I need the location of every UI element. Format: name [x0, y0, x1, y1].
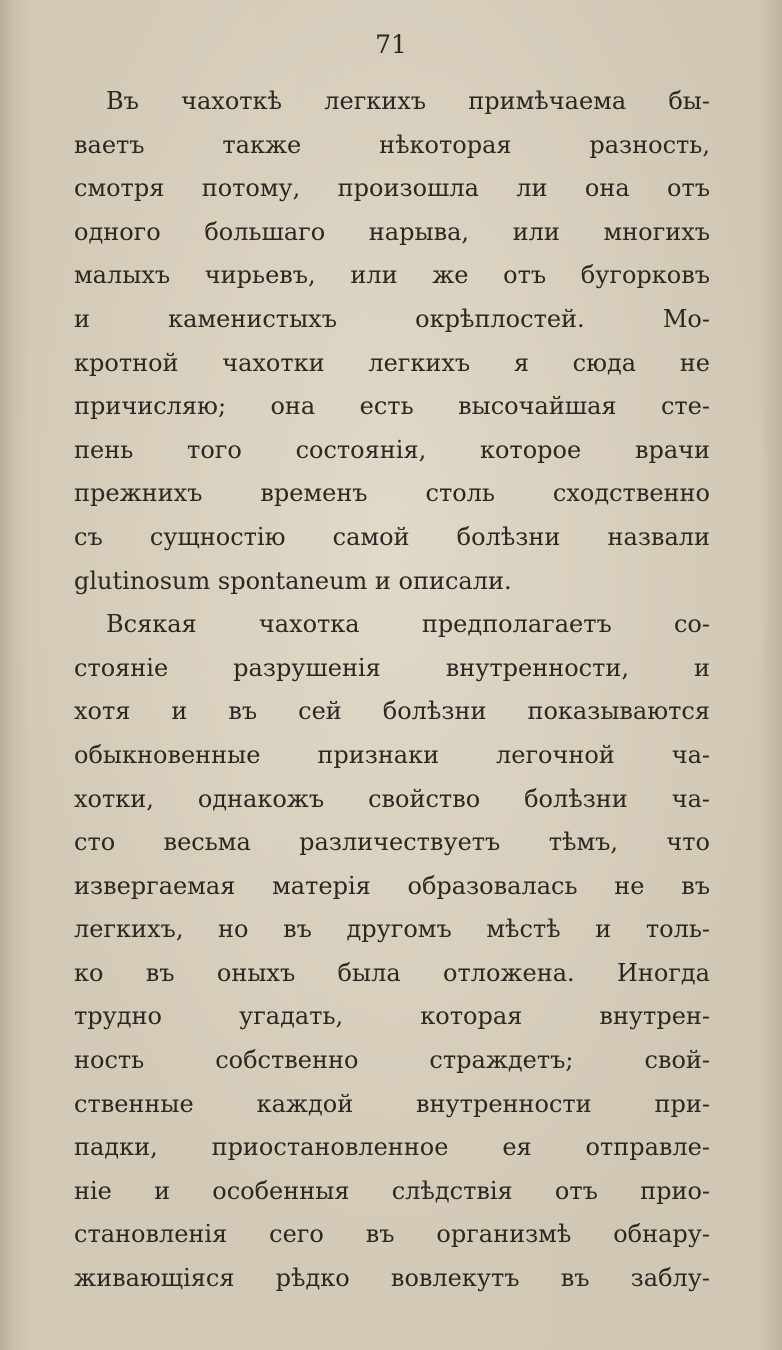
body-text	[74, 80, 710, 1301]
text-line: съ сущностію самой болѣзни назвали	[74, 522, 710, 551]
text-line: ность собственно страждетъ; свой-	[74, 1046, 710, 1075]
text-line: Въ чахоткѣ легкихъ примѣчаема бы-	[106, 87, 710, 115]
page-number: 71	[375, 30, 407, 59]
text-line: сто весьма различествуетъ тѣмъ, что	[74, 828, 710, 857]
text-line: причисляю; она есть высочайшая сте-	[74, 392, 710, 421]
text-line: одного большаго нарыва, или многихъ	[74, 217, 710, 246]
text-line: ко въ оныхъ была отложена. Иногда	[74, 958, 710, 987]
text-line: трудно угадать, которая внутрен-	[74, 1002, 710, 1031]
text-line: ственные каждой внутренности при-	[74, 1089, 710, 1118]
text-line: падки, приостановленное ея отправле-	[74, 1133, 710, 1162]
text-line: хотя и въ сей болѣзни показываются	[74, 697, 710, 726]
text-line: обыкновенные признаки легочной ча-	[74, 740, 710, 769]
text-line: кротной чахотки легкихъ я сюда не	[74, 348, 710, 377]
text-line: пень того состоянія, которое врачи	[74, 435, 710, 464]
text-line: живающіяся рѣдко вовлекутъ въ заблу-	[74, 1264, 710, 1293]
text-line: прежнихъ временъ столь сходственно	[74, 479, 710, 508]
text-line: становленія сего въ организмѣ обнару-	[74, 1220, 710, 1249]
text-line: ніе и особенныя слѣдствія отъ прио-	[74, 1176, 710, 1205]
text-line: glutinosum spontaneum и описали.	[74, 566, 512, 595]
text-line: Всякая чахотка предполагаетъ со-	[106, 610, 710, 639]
text-line: ваетъ также нѣкоторая разность,	[74, 130, 710, 159]
text-line: извергаемая матерія образовалась не въ	[74, 871, 710, 900]
text-line: стояніе разрушенія внутренности, и	[74, 653, 710, 682]
text-line: малыхъ чирьевъ, или же отъ бугорковъ	[74, 261, 710, 290]
text-line: хотки, однакожъ свойство болѣзни ча-	[74, 784, 710, 813]
paragraph-1	[74, 80, 710, 603]
paragraph-2	[74, 603, 710, 1301]
text-line: легкихъ, но въ другомъ мѣстѣ и толь-	[74, 915, 710, 944]
text-line: смотря потому, произошла ли она отъ	[74, 174, 710, 203]
text-line: и каменистыхъ окрѣплостей. Мо-	[74, 304, 710, 333]
